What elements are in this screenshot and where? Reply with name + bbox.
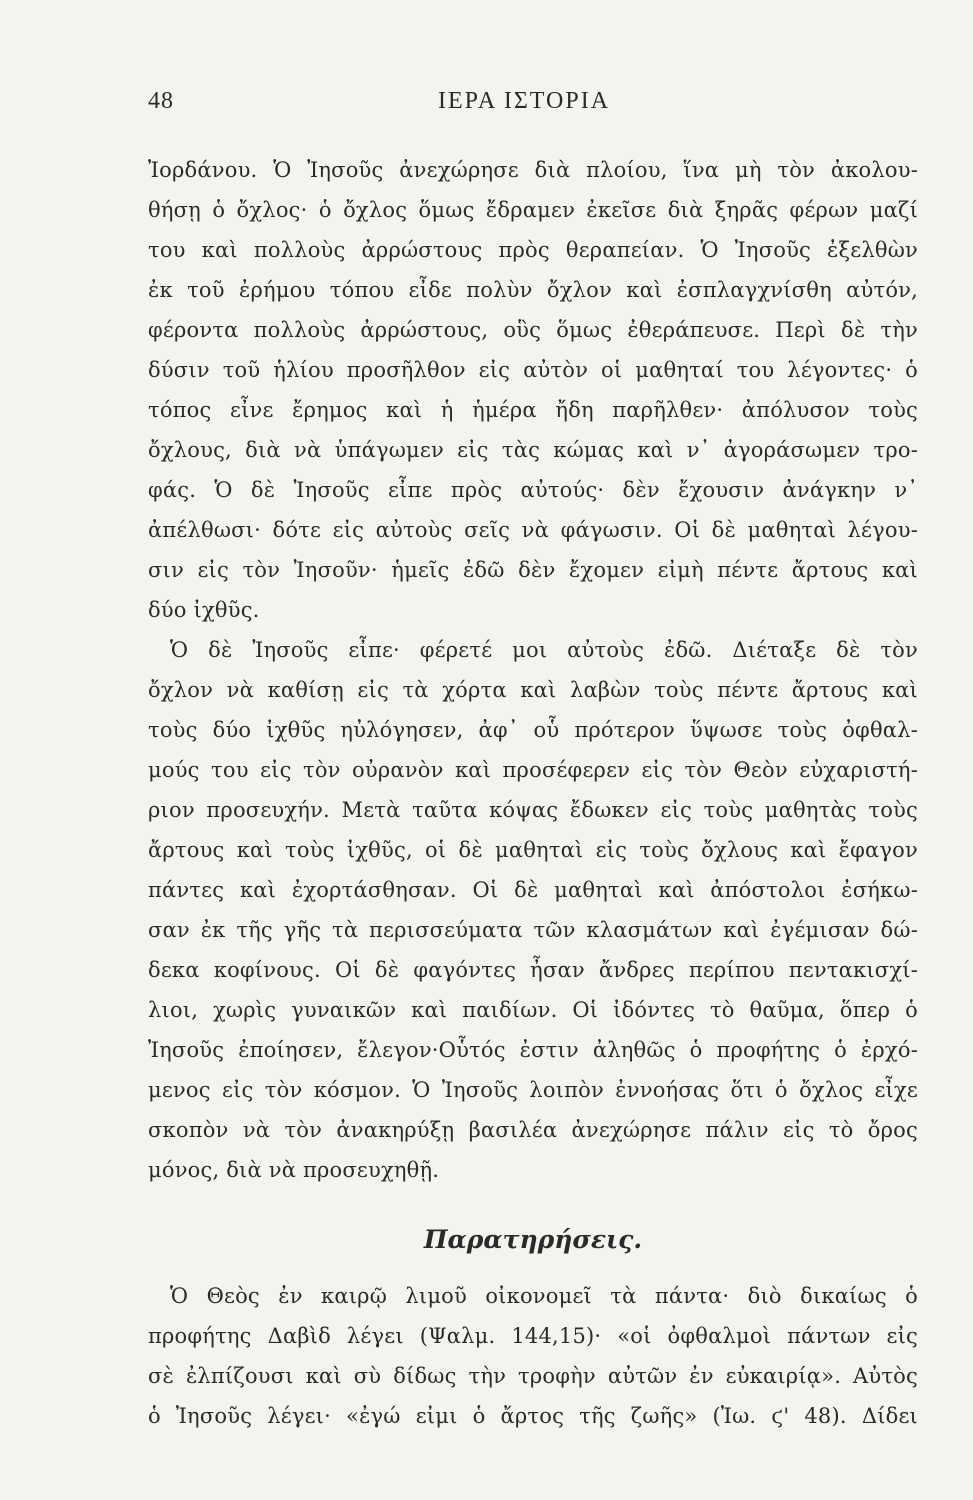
text-line: πάντες καὶ ἐχορτάσθησαν. Οἱ δὲ μαθηταὶ καὶ ἀπόστολοι ἐσήκω- bbox=[148, 878, 918, 902]
paragraph-1 bbox=[148, 150, 918, 630]
text-line: μούς του εἰς τὸν οὐρανὸν καὶ προσέφερεν εἰς τὸν Θεὸν εὐχαριστή- bbox=[148, 758, 918, 782]
text-line: τόπος εἶνε ἔρημος καὶ ἡ ἡμέρα ἤδη παρῆλθεν· ἀπόλυσον τοὺς bbox=[148, 398, 918, 422]
text-line: Ἰορδάνου. Ὁ Ἰησοῦς ἀνεχώρησε διὰ πλοίου, ἵνα μὴ τὸν ἀκολου- bbox=[148, 158, 918, 182]
text-line: του καὶ πολλοὺς ἀρρώστους πρὸς θεραπείαν. Ὁ Ἰησοῦς ἐξελθὼν bbox=[148, 238, 918, 262]
text-line: ριον προσευχήν. Μετὰ ταῦτα κόψας ἔδωκεν εἰς τοὺς μαθητὰς τοὺς bbox=[148, 798, 918, 822]
text-line: δεκα κοφίνους. Οἱ δὲ φαγόντες ἦσαν ἄνδρες περίπου πεντακισχί- bbox=[148, 958, 918, 982]
page-number: 48 bbox=[148, 88, 174, 114]
running-title: ΙΕΡΑ ΙΣΤΟΡΙΑ bbox=[438, 88, 611, 114]
section-heading: Παρατηρήσεις. bbox=[423, 1225, 643, 1254]
text-line: σιν εἰς τὸν Ἰησοῦν· ἡμεῖς ἐδῶ δὲν ἔχομεν εἰμὴ πέντε ἄρτους καὶ bbox=[148, 558, 918, 582]
text-line: ὄχλον νὰ καθίσῃ εἰς τὰ χόρτα καὶ λαβὼν τοὺς πέντε ἄρτους καὶ bbox=[148, 678, 918, 702]
text-line: δύο ἰχθῦς. bbox=[148, 598, 260, 622]
body-text bbox=[148, 150, 918, 1436]
text-line: ἐκ τοῦ ἐρήμου τόπου εἶδε πολὺν ὄχλον καὶ ἐσπλαγχνίσθη αὐτόν, bbox=[148, 278, 918, 302]
text-line: φέροντα πολλοὺς ἀρρώστους, οὓς ὅμως ἐθεράπευσε. Περὶ δὲ τὴν bbox=[148, 318, 918, 342]
text-line: μενος εἰς τὸν κόσμον. Ὁ Ἰησοῦς λοιπὸν ἐννοήσας ὅτι ὁ ὄχλος εἶχε bbox=[148, 1078, 918, 1102]
text-line: ὁ Ἰησοῦς λέγει· «ἐγώ εἰμι ὁ ἄρτος τῆς ζωῆς» (Ἰω. ϛ' 48). Δίδει bbox=[148, 1404, 918, 1428]
text-line: ὄχλους, διὰ νὰ ὑπάγωμεν εἰς τὰς κώμας καὶ ν᾽ ἀγοράσωμεν τρο- bbox=[148, 438, 918, 462]
text-line: σαν ἐκ τῆς γῆς τὰ περισσεύματα τῶν κλασμάτων καὶ ἐγέμισαν δώ- bbox=[148, 918, 918, 942]
text-line: ἄρτους καὶ τοὺς ἰχθῦς, οἱ δὲ μαθηταὶ εἰς τοὺς ὄχλους καὶ ἔφαγον bbox=[148, 838, 918, 862]
remarks-paragraph bbox=[148, 1276, 918, 1436]
text-line: μόνος, διὰ νὰ προσευχηθῇ. bbox=[148, 1158, 440, 1182]
text-line: προφήτης Δαβὶδ λέγει (Ψαλμ. 144,15)· «οἱ ὀφθαλμοὶ πάντων εἰς bbox=[148, 1324, 918, 1348]
page-header bbox=[148, 88, 913, 128]
text-line: Ὁ Θεὸς ἐν καιρῷ λιμοῦ οἰκονομεῖ τὰ πάντα· διὸ δικαίως ὁ bbox=[170, 1284, 918, 1308]
paragraph-2 bbox=[148, 630, 918, 1190]
text-line: Ἰησοῦς ἐποίησεν, ἔλεγον·Οὗτός ἐστιν ἀληθῶς ὁ προφήτης ὁ ἐρχό- bbox=[148, 1038, 918, 1062]
text-line: Ὁ δὲ Ἰησοῦς εἶπε· φέρετέ μοι αὐτοὺς ἐδῶ. Διέταξε δὲ τὸν bbox=[170, 638, 918, 662]
text-line: δύσιν τοῦ ἡλίου προσῆλθον εἰς αὐτὸν οἱ μαθηταί του λέγοντες· ὁ bbox=[148, 358, 918, 382]
text-line: λιοι, χωρὶς γυναικῶν καὶ παιδίων. Οἱ ἰδόντες τὸ θαῦμα, ὅπερ ὁ bbox=[148, 998, 918, 1022]
text-line: ἀπέλθωσι· δότε εἰς αὐτοὺς σεῖς νὰ φάγωσιν. Οἱ δὲ μαθηταὶ λέγου- bbox=[148, 518, 918, 542]
text-line: φάς. Ὁ δὲ Ἰησοῦς εἶπε πρὸς αὐτούς· δὲν ἔχουσιν ἀνάγκην ν᾽ bbox=[148, 478, 918, 502]
text-line: σὲ ἐλπίζουσι καὶ σὺ δίδως τὴν τροφὴν αὐτῶν ἐν εὐκαιρίᾳ». Αὐτὸς bbox=[148, 1364, 918, 1388]
text-line: σκοπὸν νὰ τὸν ἀνακηρύξῃ βασιλέα ἀνεχώρησε πάλιν εἰς τὸ ὄρος bbox=[148, 1118, 918, 1142]
text-line: θήσῃ ὁ ὄχλος· ὁ ὄχλος ὅμως ἔδραμεν ἐκεῖσε διὰ ξηρᾶς φέρων μαζί bbox=[148, 198, 918, 222]
text-line: τοὺς δύο ἰχθῦς ηὐλόγησεν, ἀφ᾽ οὗ πρότερον ὕψωσε τοὺς ὀφθαλ- bbox=[148, 718, 918, 742]
